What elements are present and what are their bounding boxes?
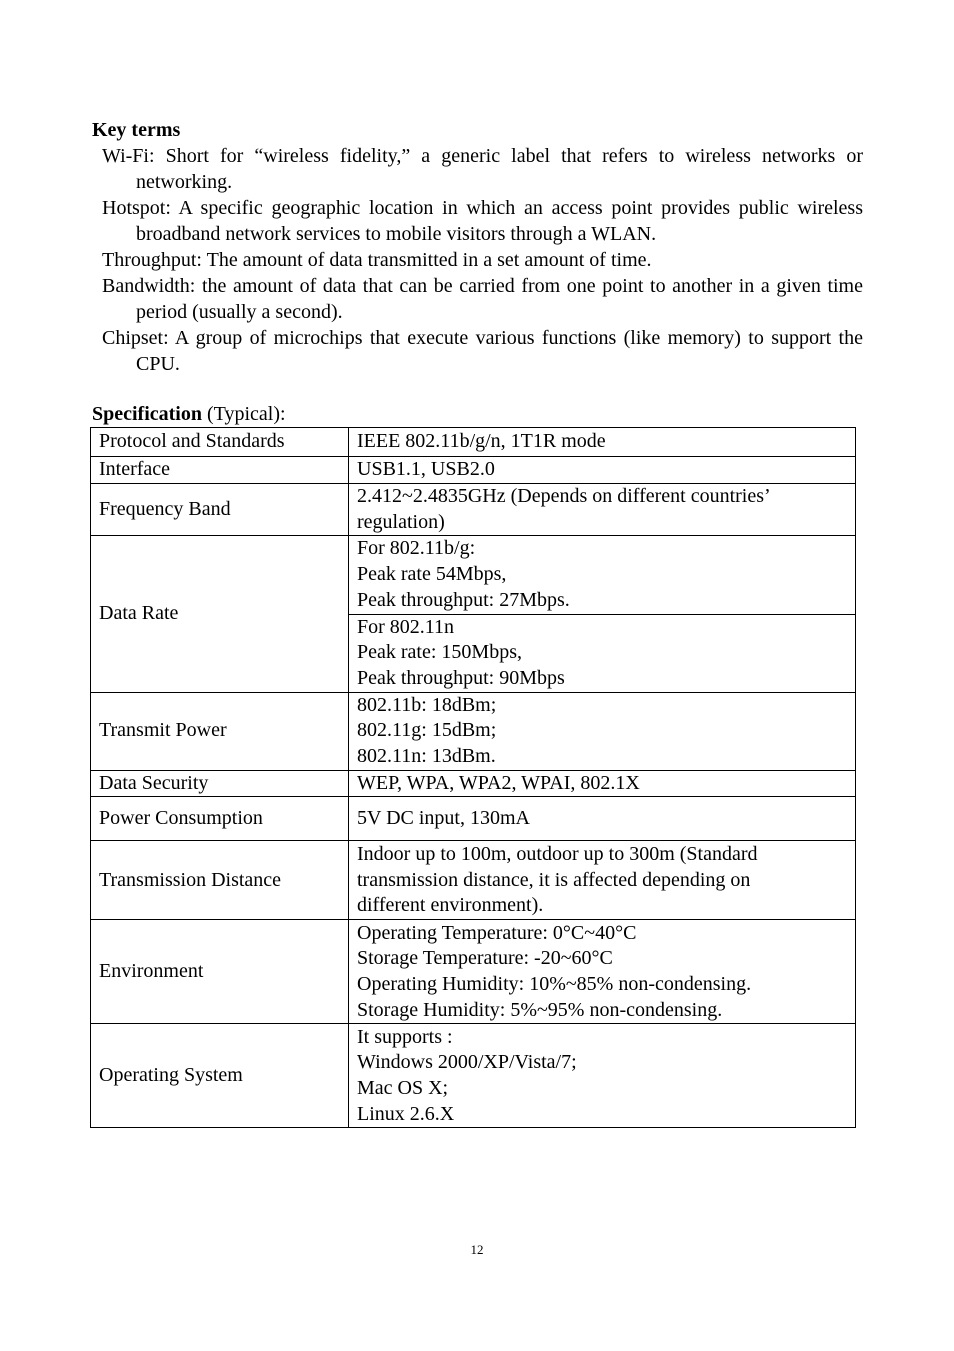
spec-label: Interface [91,457,349,484]
spec-value [349,428,856,457]
spec-value-line: 802.11g: 15dBm; [357,719,497,742]
spec-value [349,484,856,536]
spec-value-line: WEP, WPA, WPA2, WPAI, 802.1X [357,771,640,794]
spec-value-line: 802.11b: 18dBm; [357,693,497,716]
spec-row-power-consumption [91,797,856,841]
specification-heading-suffix: (Typical): [202,403,286,425]
spec-value-line: Storage Temperature: -20~60°C [357,947,613,970]
spec-value-line: transmission distance, it is affected depending on [357,868,751,891]
spec-label: Frequency Band [91,484,349,536]
spec-label: Data Rate [91,536,349,692]
spec-value-line: It supports : [357,1025,453,1048]
page-number: 12 [470,1242,484,1257]
spec-value-line: Peak rate 54Mbps, [357,563,507,586]
spec-value-line: Linux 2.6.X [357,1102,455,1125]
spec-value-line: Windows 2000/XP/Vista/7; [357,1051,577,1074]
specification-heading [92,401,286,427]
spec-value [349,692,856,770]
spec-row-data-rate [91,536,856,614]
specification-heading-bold: Specification [92,403,202,425]
spec-value-line: different environment). [357,894,544,917]
spec-label: Transmit Power [91,692,349,770]
spec-value-line: USB1.1, USB2.0 [357,458,495,481]
spec-value-line: 5V DC input, 130mA [357,807,530,830]
spec-label: Data Security [91,770,349,797]
spec-value-line: 802.11n: 13dBm. [357,745,496,768]
spec-value [349,1024,856,1128]
key-terms-heading: Key terms [92,119,181,141]
spec-label: Operating System [91,1024,349,1128]
spec-label: Protocol and Standards [91,428,349,457]
spec-value-line: For 802.11n [357,615,455,638]
spec-value [349,457,856,484]
spec-value [349,614,856,692]
spec-value-line: IEEE 802.11b/g/n, 1T1R mode [357,430,606,453]
spec-value-line: Peak rate: 150Mbps, [357,641,522,664]
term-bandwidth: Bandwidth: the amount of data that can be carried from one point to another in a given time period (usually a second). [102,275,863,323]
spec-row-environment [91,920,856,1024]
spec-value-line: Peak throughput: 27Mbps. [357,588,570,611]
spec-value [349,841,856,920]
term-chipset: Chipset: A group of microchips that execute various functions (like memory) to support the CPU. [102,327,863,375]
spec-value-line: Indoor up to 100m, outdoor up to 300m (Standard [357,842,758,865]
spec-value-line: Operating Temperature: 0°C~40°C [357,921,637,944]
spec-value-line: Operating Humidity: 10%~85% non-condensing. [357,972,752,995]
spec-row-protocol [91,428,856,457]
spec-value [349,536,856,614]
spec-label: Transmission Distance [91,841,349,920]
spec-value [349,770,856,797]
spec-row-frequency-band [91,484,856,536]
specification-table [90,427,856,1128]
spec-value-line: For 802.11b/g: [357,537,476,560]
spec-value-line: 2.412~2.4835GHz (Depends on different countries’ [357,485,771,507]
spec-value-line: Peak throughput: 90Mbps [357,666,565,689]
spec-value [349,920,856,1024]
key-terms-list [102,143,863,377]
term-wifi: Wi-Fi: Short for “wireless fidelity,” a generic label that refers to wireless networks or networking. [102,145,863,193]
spec-value-line: Mac OS X; [357,1076,449,1099]
spec-value [349,797,856,841]
spec-value-line: Storage Humidity: 5%~95% non-condensing. [357,998,723,1021]
spec-row-operating-system [91,1024,856,1128]
spec-row-data-security [91,770,856,797]
spec-value-line: regulation) [357,510,445,533]
term-throughput: Throughput: The amount of data transmitted in a set amount of time. [102,249,652,271]
spec-label: Environment [91,920,349,1024]
spec-label: Power Consumption [91,797,349,841]
spec-row-interface [91,457,856,484]
term-hotspot: Hotspot: A specific geographic location in which an access point provides public wireless broadband network services to mobile visitors through a WLAN. [102,197,863,245]
spec-row-transmit-power [91,692,856,770]
spec-row-transmission-distance [91,841,856,920]
